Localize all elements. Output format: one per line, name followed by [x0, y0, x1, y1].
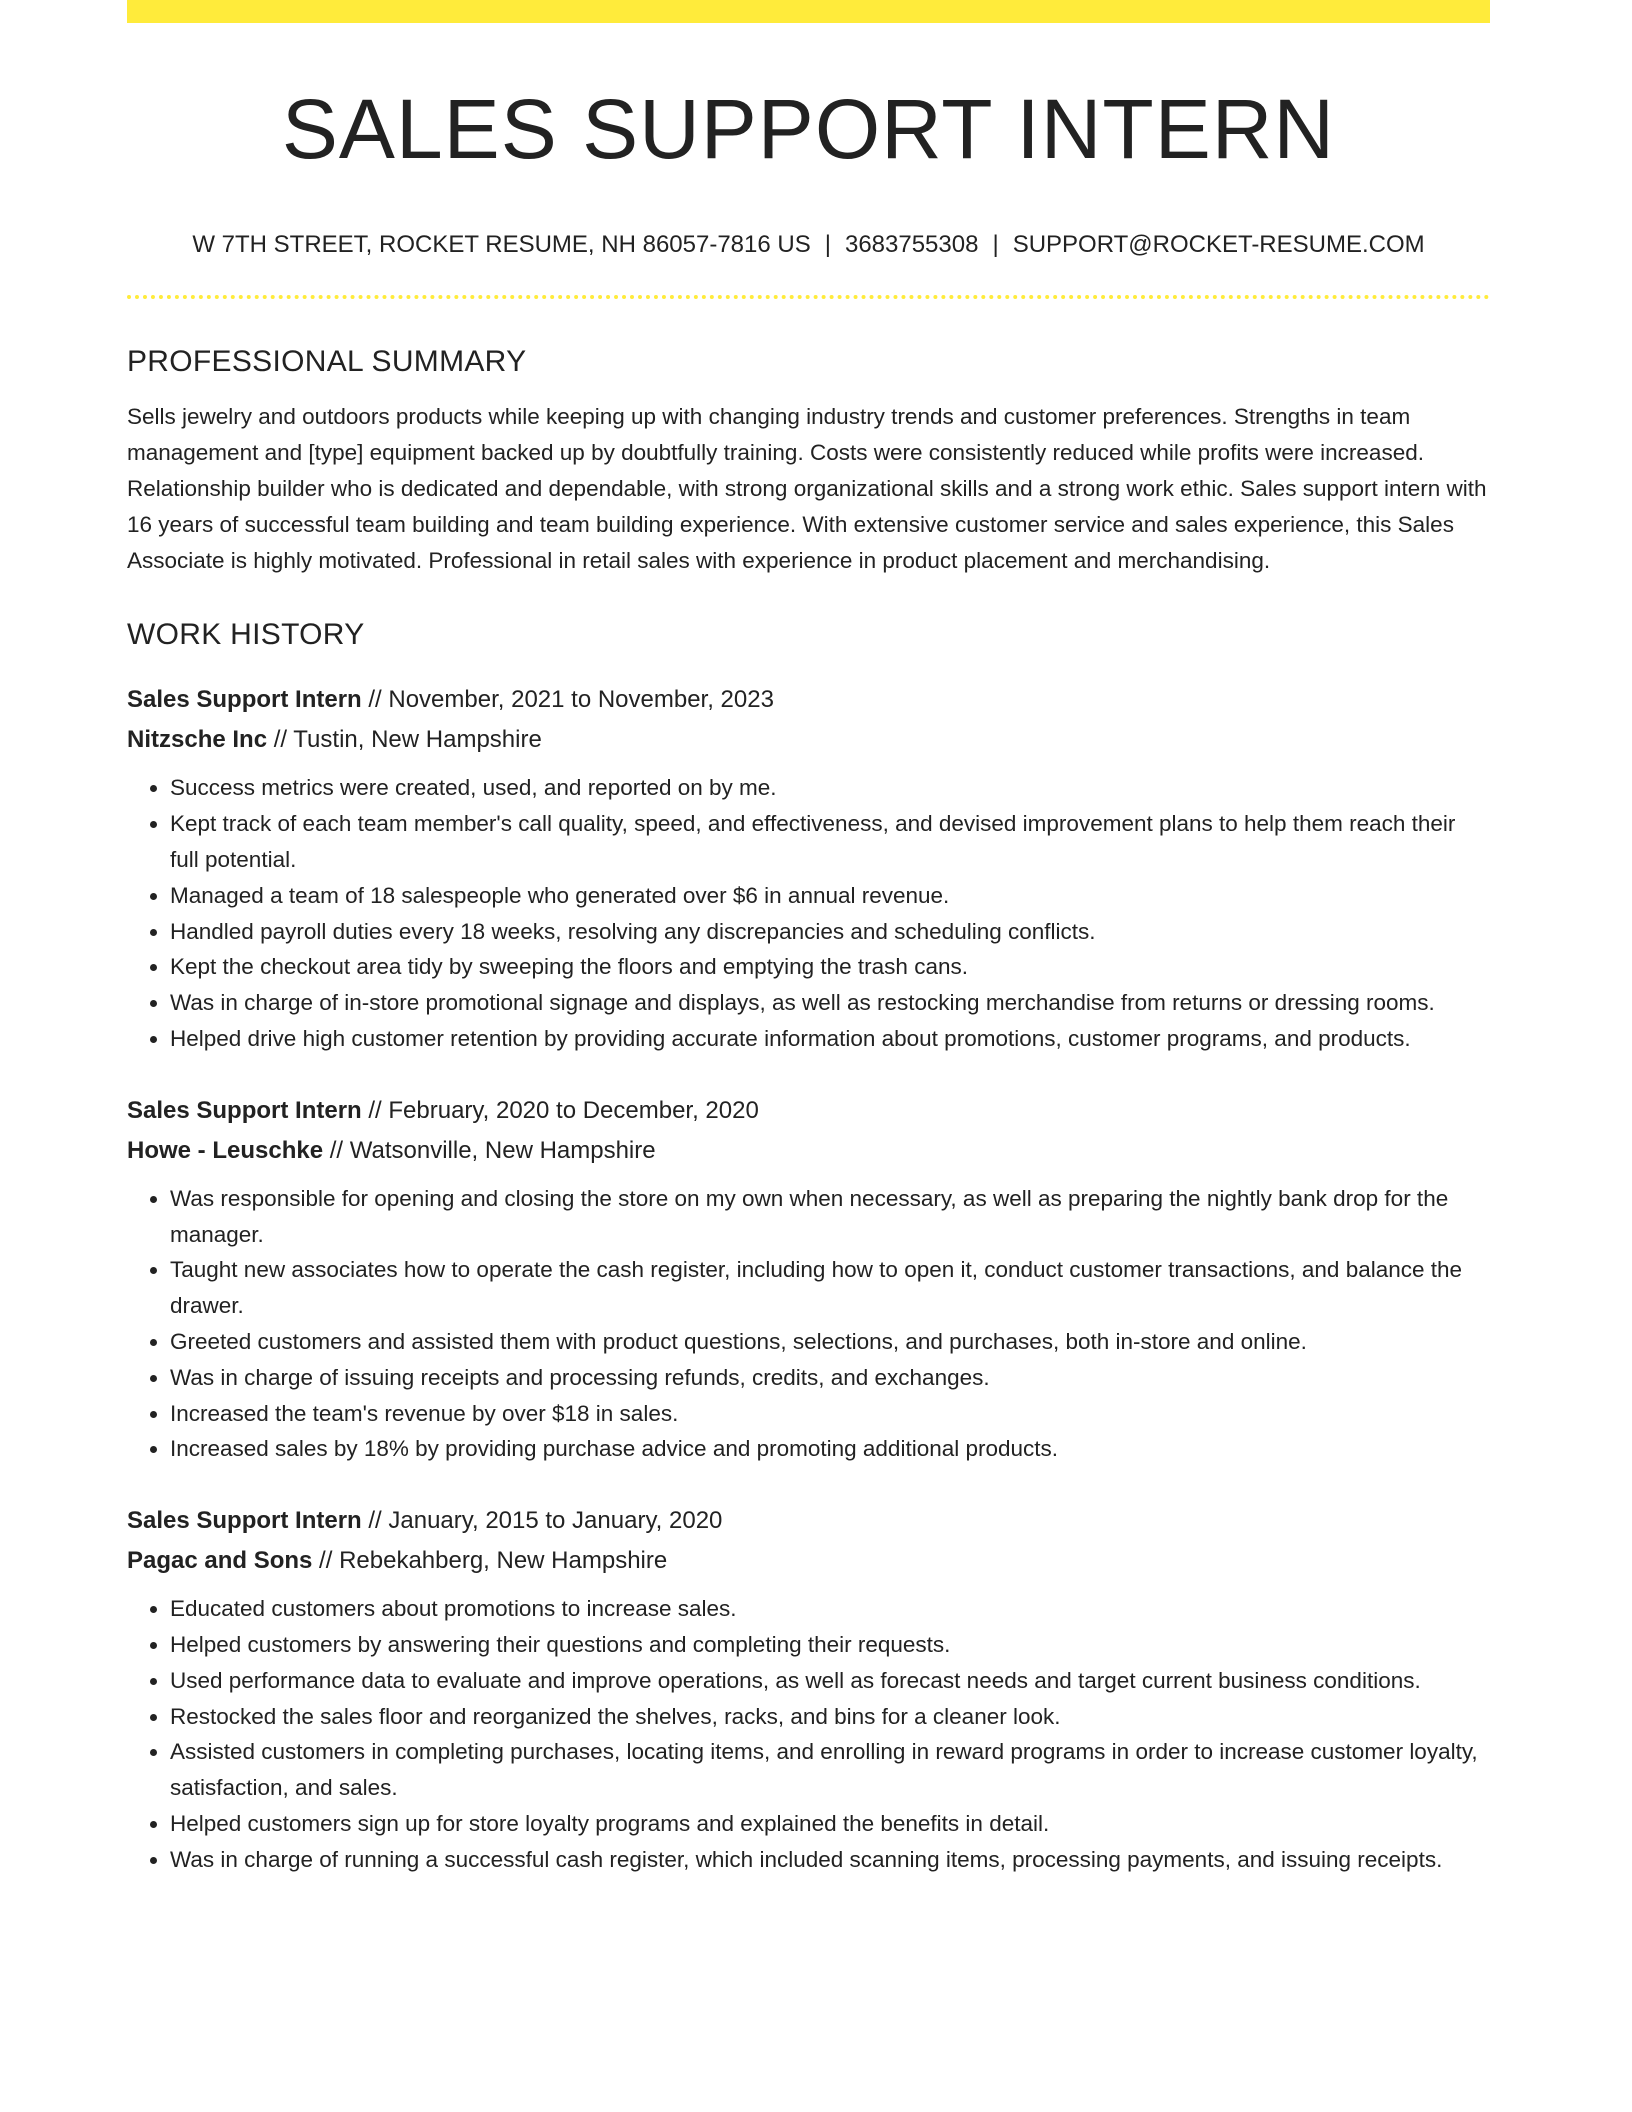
duty-item: • Increased sales by 18% by providing purchase advice and promoting additional products. [170, 1431, 1490, 1467]
duty-item: • Taught new associates how to operate the cash register, including how to open it, conduct customer transactions, and balance the drawer. [170, 1252, 1490, 1324]
contact-separator: | [992, 231, 999, 259]
duty-list [127, 1591, 1490, 1877]
duty-item: • Increased the team's revenue by over $18 in sales. [170, 1396, 1490, 1432]
job-company-line [127, 1131, 1490, 1171]
duty-item: • Was responsible for opening and closing the store on my own when necessary, as well as preparing the nightly bank drop for the manager. [170, 1181, 1490, 1253]
job-title: Sales Support Intern [127, 1507, 362, 1535]
job-title: Sales Support Intern [127, 686, 362, 714]
resume-title: SALES SUPPORT INTERN [281, 82, 1336, 176]
duty-item: • Managed a team of 18 salespeople who generated over $6 in annual revenue. [170, 878, 1490, 914]
duty-list [127, 1181, 1490, 1467]
job-dates: // February, 2020 to December, 2020 [361, 1096, 759, 1124]
contact-address: W 7TH STREET, ROCKET RESUME, NH 86057-7816 US [192, 231, 811, 259]
duty-item: • Greeted customers and assisted them with product questions, selections, and purchases, both in-store and online. [170, 1324, 1490, 1360]
job-entry [127, 1501, 1490, 1877]
resume-page [127, 0, 1490, 1878]
duty-item: • Kept the checkout area tidy by sweeping the floors and emptying the trash cans. [170, 949, 1490, 985]
duty-item: • Handled payroll duties every 18 weeks, resolving any discrepancies and scheduling conflicts. [170, 914, 1490, 950]
contact-phone: 3683755308 [844, 231, 979, 259]
job-location: // Tustin, New Hampshire [267, 726, 542, 754]
duty-item: • Was in charge of in-store promotional signage and displays, as well as restocking merchandise from returns or dressing rooms. [170, 985, 1490, 1021]
job-company: Nitzsche Inc [127, 726, 268, 754]
duty-list [127, 770, 1490, 1056]
job-title-line [127, 1091, 1490, 1131]
contact-separator: | [824, 231, 831, 259]
job-entry [127, 1091, 1490, 1467]
job-dates: // January, 2015 to January, 2020 [361, 1507, 723, 1535]
job-title: Sales Support Intern [127, 1096, 362, 1124]
job-company: Pagac and Sons [127, 1547, 313, 1575]
duty-item: • Was in charge of issuing receipts and processing refunds, credits, and exchanges. [170, 1360, 1490, 1396]
job-company-line [127, 1541, 1490, 1581]
duty-item: • Helped customers by answering their questions and completing their requests. [170, 1627, 1490, 1663]
duty-item: • Assisted customers in completing purchases, locating items, and enrolling in reward programs in order to increase customer loyalty, satisfaction, and sales. [170, 1734, 1490, 1806]
job-dates: // November, 2021 to November, 2023 [361, 686, 774, 714]
contact-line [127, 231, 1490, 259]
job-location: // Watsonville, New Hampshire [323, 1136, 656, 1164]
job-location: // Rebekahberg, New Hampshire [312, 1547, 668, 1575]
job-title-line [127, 680, 1490, 720]
work-history-list [127, 680, 1490, 1877]
duty-item: • Educated customers about promotions to increase sales. [170, 1591, 1490, 1627]
job-company: Howe - Leuschke [127, 1136, 324, 1164]
job-company-line [127, 720, 1490, 760]
accent-bar [127, 0, 1490, 23]
duty-item: • Helped customers sign up for store loyalty programs and explained the benefits in detail. [170, 1806, 1490, 1842]
summary-heading: PROFESSIONAL SUMMARY [127, 345, 527, 379]
duty-item: • Was in charge of running a successful cash register, which included scanning items, processing payments, and issuing receipts. [170, 1842, 1490, 1878]
dotted-divider [127, 295, 1490, 299]
duty-item: • Used performance data to evaluate and improve operations, as well as forecast needs and target current business conditions. [170, 1663, 1490, 1699]
summary-text: Sells jewelry and outdoors products while keeping up with changing industry trends and customer preferences. Strengths in team management and [type] equipment backed up by doubtfully training. Costs were consistently reduced while profits were increased. Relationship builder who is dedicated and dependable, with strong organizational skills and a strong work ethic. Sales support intern with 16 years of successful team building and team building experience. With extensive customer service and sales experience, this Sales Associate is highly motivated. Professional in retail sales with experience in product placement and merchandising. [127, 404, 1487, 573]
contact-email: SUPPORT@ROCKET-RESUME.COM [1012, 231, 1425, 259]
duty-item: • Restocked the sales floor and reorganized the shelves, racks, and bins for a cleaner look. [170, 1699, 1490, 1735]
duty-item: • Kept track of each team member's call quality, speed, and effectiveness, and devised improvement plans to help them reach their full potential. [170, 806, 1490, 878]
job-entry [127, 680, 1490, 1056]
duty-item: • Helped drive high customer retention by providing accurate information about promotions, customer programs, and products. [170, 1021, 1490, 1057]
job-title-line [127, 1501, 1490, 1541]
duty-item: • Success metrics were created, used, and reported on by me. [170, 770, 1490, 806]
work-history-heading: WORK HISTORY [127, 618, 365, 652]
